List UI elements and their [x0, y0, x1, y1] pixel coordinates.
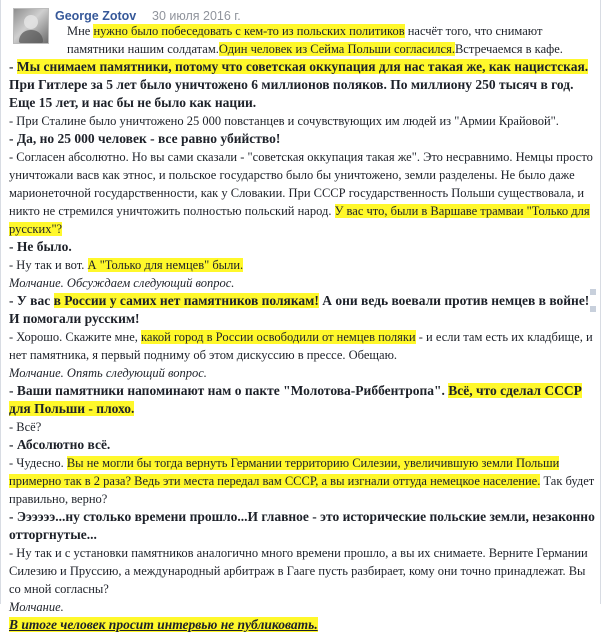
post-paragraph — [9, 256, 595, 274]
highlighted-text: Мы снимаем памятники, потому что советская оккупация для нас такая же, как нацистская. — [16, 59, 589, 74]
paragraph-text: Встречаемся в кафе. — [454, 42, 563, 56]
highlighted-text: Всё, что сделал СССР для Польши - плохо. — [9, 383, 582, 416]
post-paragraph — [9, 130, 595, 148]
paragraph-text: - Согласен абсолютно. Но вы сами сказали - "советская оккупация такая же". Это несравнимо. Немцы просто уничтожали васв как этнос, и польское государство было бы уничтожено, земли разделены. Не было даже марионеточной государственности, как у Словакии. При СССР государственность Польши существовала, и никто не стремился уничтожить полностью польский народ. — [9, 150, 593, 218]
post-paragraph — [9, 22, 595, 58]
post-paragraph — [9, 454, 595, 508]
post-paragraph — [9, 292, 595, 328]
post-body — [9, 22, 595, 634]
scroll-marker — [590, 306, 596, 312]
post-paragraph — [9, 436, 595, 454]
paragraph-text: Так будет правильно, верно? — [9, 474, 595, 506]
post-paragraph — [9, 544, 595, 598]
paragraph-text: При Гитлере за 5 лет было уничтожено 6 миллионов поляков. По миллиону 250 тысяч в год. Еще 15 лет, и нас бы не было как нации. — [9, 77, 574, 110]
post-paragraph — [9, 382, 595, 418]
scroll-marker — [590, 289, 596, 295]
paragraph-text: - Чудесно. — [9, 456, 67, 470]
paragraph-text: - При Сталине было уничтожено 25 000 повстанцев и сочувствующих им людей из "Армии Крайовой". — [9, 114, 559, 128]
paragraph-text: - Абсолютно всё. — [9, 437, 111, 452]
post-paragraph — [9, 364, 595, 382]
highlighted-text: А "Только для немцев" были. — [87, 258, 244, 272]
paragraph-text: - Всё? — [9, 420, 42, 434]
post-paragraph — [9, 328, 595, 364]
post-paragraph — [9, 112, 595, 130]
highlighted-text: У вас что, были в Варшаве трамваи "Только для русских"? — [9, 204, 590, 236]
post-date[interactable]: 30 июля 2016 г. — [152, 9, 241, 23]
paragraph-text: насчёт того, что снимают памятники нашим солдатам. — [67, 24, 543, 56]
paragraph-text: - Ну так и с установки памятников аналогично много времени прошло, а вы их снимаете. Верните Германии Силезию и Пруссию, а международный арбитраж в Гааге пусть разбирает, кому они точно принадлежат. Вы со мной согласны? — [9, 546, 588, 596]
post-paragraph — [9, 598, 595, 616]
paragraph-text: - Да, но 25 000 человек - все равно убийство! — [9, 131, 281, 146]
post-paragraph — [9, 58, 595, 112]
post-paragraph — [9, 148, 595, 238]
author-name[interactable]: George Zotov — [55, 9, 137, 23]
highlighted-text: Вы не могли бы тогда вернуть Германии территорию Силезии, увеличившую земли Польши примерно так в 2 раза? Ведь эти места передал вам СССР, а вы изгнали оттуда немецкое население. — [9, 456, 560, 488]
post-paragraph — [9, 274, 595, 292]
paragraph-text: Молчание. — [9, 600, 64, 614]
post-paragraph — [9, 418, 595, 436]
highlighted-text: Один человек из Сейма Польши согласился. — [218, 42, 455, 56]
paragraph-text: Молчание. Опять следующий вопрос. — [9, 366, 207, 380]
paragraph-text: - и если там есть их кладбище, и нет памятника, я первый подниму об этом дискуссию в прессе. Обещаю. — [9, 330, 593, 362]
highlighted-text: нужно было побеседовать с кем-то из польских политиков — [93, 24, 405, 38]
paragraph-text: - — [9, 59, 17, 74]
paragraph-text: Мне — [67, 24, 94, 38]
paragraph-text: - Не было. — [9, 239, 72, 254]
paragraph-text: Молчание. Обсуждаем следующий вопрос. — [9, 276, 235, 290]
highlighted-text: В итоге человек просит интервью не публиковать. — [9, 617, 318, 632]
post-paragraph — [9, 508, 595, 544]
highlighted-text: какой город в России освободили от немцев поляки — [141, 330, 416, 344]
paragraph-text: - Ваши памятники напоминают нам о пакте "Молотова-Риббентропа". — [9, 383, 449, 398]
paragraph-text: А они ведь воевали против немцев в войне! И помогали русским! — [9, 293, 590, 326]
paragraph-text: - Ээээээ...ну столько времени прошло...И главное - это исторические польские земли, незаконно отторгнутые... — [9, 509, 595, 542]
post-paragraph — [9, 238, 595, 256]
highlighted-text: в России у самих нет памятников полякам! — [53, 293, 319, 308]
paragraph-text: - Хорошо. Скажите мне, — [9, 330, 142, 344]
post-paragraph — [9, 616, 595, 634]
paragraph-text: - Ну так и вот. — [9, 258, 88, 272]
paragraph-text: - У вас — [9, 293, 54, 308]
